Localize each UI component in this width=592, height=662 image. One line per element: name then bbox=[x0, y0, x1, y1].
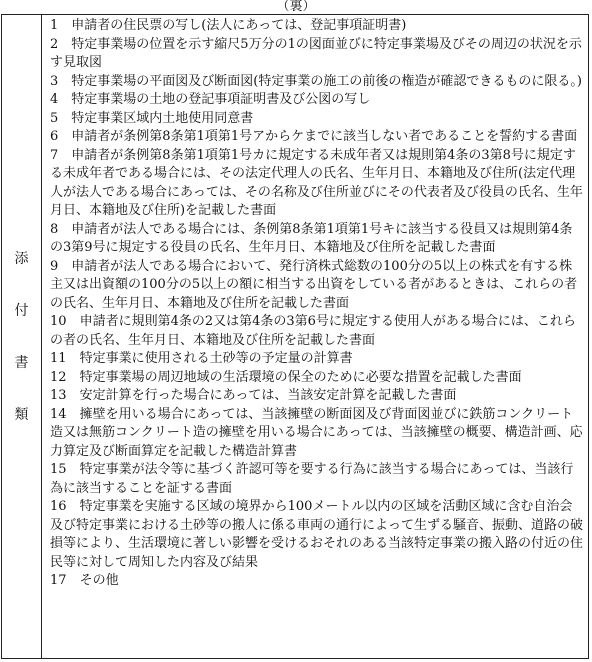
item-text: 特定事業場の位置を示す縮尺5万分の1の図面並びに特定事業場及びその周辺の状況を示す見取図 bbox=[50, 36, 582, 70]
item-number: 9 bbox=[50, 258, 59, 274]
item-text: 申請者が法人である場合には、条例第8条第1項第1号キに該当する役員又は規則第4条の3第9号に規定する役員の氏名、生年月日、本籍地及び住所を記載した書面 bbox=[50, 221, 573, 255]
list-item bbox=[50, 369, 584, 388]
label-char: 付 bbox=[14, 302, 29, 319]
item-text: 安定計算を行った場合にあっては、当該安定計算を記載した書面 bbox=[79, 388, 457, 403]
attachments-label bbox=[2, 15, 42, 658]
item-text: 特定事業区域内土地使用同意書 bbox=[71, 110, 254, 126]
list-item bbox=[50, 461, 584, 498]
item-number: 2 bbox=[50, 36, 59, 52]
item-number: 13 bbox=[50, 388, 67, 403]
list-item bbox=[50, 221, 584, 258]
item-text: 特定事業場の平面図及び断面図(特定事業の施工の前後の権造が確認できるものに限る。) bbox=[71, 73, 582, 89]
list-item bbox=[50, 36, 584, 73]
item-number: 1 bbox=[50, 18, 59, 33]
item-number: 14 bbox=[50, 406, 67, 422]
item-text: 擁壁を用いる場合にあっては、当該擁壁の断面図及び背面図並びに鉄筋コンクリート造又は無筋コンクリート造の擁壁を用いる場合にあっては、当該擁壁の概要、構造計画、応力算定及び断面算定を記載した構造計算書 bbox=[50, 406, 583, 459]
item-text: 特定事業が法令等に基づく許認可等を要する行為に該当する場合にあっては、当該行為に該当することを証する書面 bbox=[50, 462, 574, 496]
item-text: 申請者が条例第8条第1項第1号カに規定する未成年者又は規則第4条の3第8号に規定する未成年者である場合には、その法定代理人の氏名、生年月日、本籍地及び住所(法定代理人が法人である場合にあっては、その名称及び住所並びにその代表者及び役員の氏名、生年月日、本籍地及び住所)を記載した書面 bbox=[50, 147, 583, 218]
list-item bbox=[50, 110, 584, 129]
attachments-table bbox=[1, 14, 589, 659]
item-number: 8 bbox=[50, 221, 59, 237]
item-text: 特定事業場の土地の登記事項証明書及び公図の写し bbox=[71, 92, 371, 107]
item-number: 3 bbox=[50, 73, 59, 89]
list-item bbox=[50, 387, 584, 406]
item-number: 4 bbox=[50, 92, 59, 107]
list-item bbox=[50, 128, 584, 147]
item-number: 6 bbox=[50, 129, 59, 144]
item-number: 10 bbox=[50, 314, 67, 329]
list-item bbox=[50, 498, 584, 572]
item-text: 申請者が法人である場合において、発行済株式総数の100分の5以上の株式を有する株主又は出資額の100分の5以上の額に相当する出資をしている者があるときは、これらの者の氏名、生年月日、本籍地及び住所を記載した書面 bbox=[50, 258, 578, 311]
item-number: 17 bbox=[50, 573, 67, 588]
list-item bbox=[50, 73, 584, 92]
item-number: 12 bbox=[50, 369, 67, 385]
item-text: 申請者に規則第4条の2又は第4条の3第6号に規定する使用人がある場合には、これらの者の氏名、生年月日、本籍地及び住所を記載した書面 bbox=[50, 314, 576, 348]
item-number: 16 bbox=[50, 499, 67, 514]
item-number: 15 bbox=[50, 462, 67, 477]
attachments-list bbox=[42, 15, 588, 658]
label-char: 書 bbox=[14, 354, 29, 371]
list-item bbox=[50, 91, 584, 110]
list-item bbox=[50, 313, 584, 350]
list-item bbox=[50, 147, 584, 221]
list-item bbox=[50, 572, 584, 591]
item-number: 7 bbox=[50, 147, 59, 163]
page-caption: （裏） bbox=[276, 0, 316, 14]
list-item bbox=[50, 350, 584, 369]
item-text: 特定事業を実施する区域の境界から100メートル以内の区域を活動区域に含む自治会及び特定事業における土砂等の搬人に係る車両の通行によって生ずる騒音、振動、道路の破損等により、生活環境に著しい影響を受けるおそれのある当該特定事業の搬入路の付近の住民等に対して周知した内容及び結果 bbox=[50, 499, 584, 570]
item-text: 特定事業場の周辺地域の生活環境の保全のために必要な措置を記載した書面 bbox=[79, 369, 522, 385]
item-text: その他 bbox=[79, 573, 119, 588]
label-char: 添 bbox=[14, 250, 29, 267]
item-number: 11 bbox=[50, 351, 67, 366]
list-item bbox=[50, 17, 584, 36]
list-item bbox=[50, 406, 584, 462]
item-number: 5 bbox=[50, 110, 59, 126]
item-text: 特定事業に使用される土砂等の予定量の計算書 bbox=[79, 351, 353, 366]
item-text: 申請者の住民票の写し(法人にあっては、登記事項証明書) bbox=[71, 18, 407, 33]
list-item bbox=[50, 258, 584, 314]
item-text: 申請者が条例第8条第1項第1号アからケまでに該当しない者であることを誓約する書面 bbox=[71, 129, 578, 144]
label-char: 類 bbox=[14, 406, 29, 423]
